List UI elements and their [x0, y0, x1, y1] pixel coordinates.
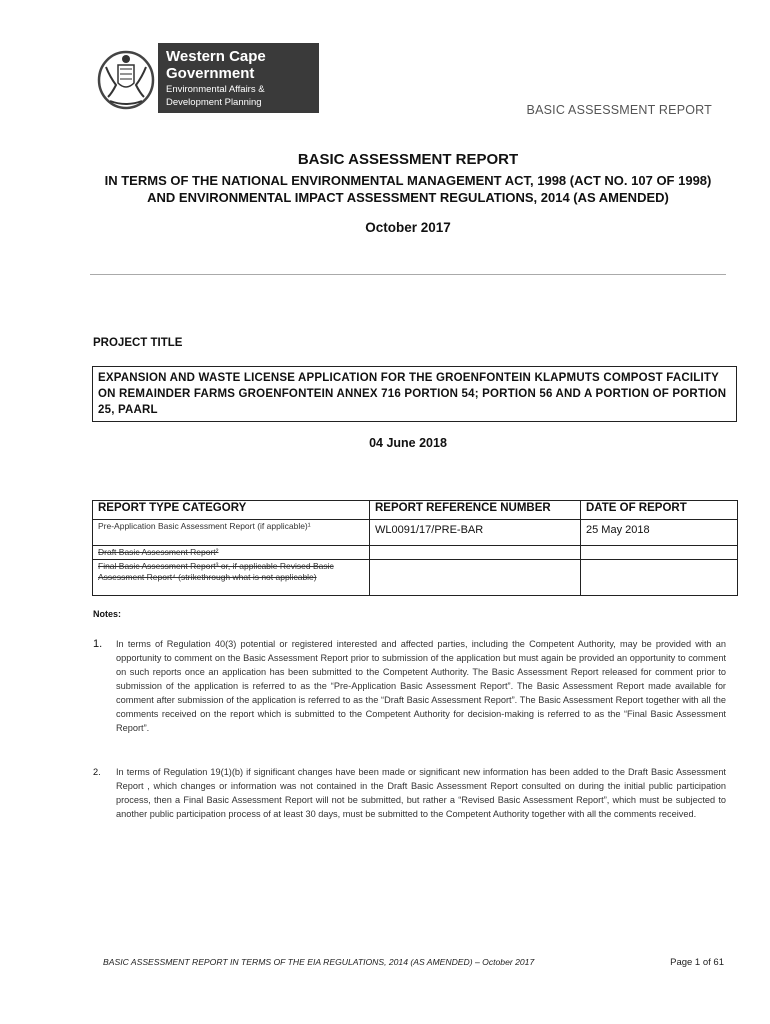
reference-cell: WL0091/17/PRE-BAR [370, 520, 581, 546]
logo-sub-line1: Environmental Affairs & [166, 84, 265, 95]
date-cell: 25 May 2018 [581, 520, 738, 546]
logo-name-line2: Government [166, 65, 255, 82]
running-header: BASIC ASSESSMENT REPORT [526, 103, 712, 117]
note-number: 2. [93, 767, 101, 777]
note-number: 1. [93, 638, 103, 650]
table-row [93, 520, 738, 546]
note-item [93, 765, 726, 821]
reference-cell [370, 560, 581, 596]
project-title-box: EXPANSION AND WASTE LICENSE APPLICATION FOR THE GROENFONTEIN KLAPMUTS COMPOST FACILITY ON REMAINDER FARMS GROENFONTEIN ANNEX 716 PORTION 54; PORTION 56 AND A PORTION OF PORTION 25, PAARL [92, 366, 737, 422]
logo-name-line1: Western Cape [166, 48, 266, 65]
logo-text-block [158, 43, 319, 113]
note-text: In terms of Regulation 40(3) potential or registered interested and affected parties, including the Competent Authority, may be provided with an opportunity to comment on the Basic Assessment Report prior to submission of the application but must again be provided an opportunity to comment on such reports once an application has been submitted to the Competent Authority. The Basic Assessment Report released for comment prior to submission of the application is referred to as the “Pre-Application Basic Assessment Report”. The Basic Assessment Report made available for comment after submission of the application is referred to as the “Draft Basic Assessment Report”. The Basic Assessment Report together with all the comments received on the report which is submitted to the Competent Authority for decision-making is referred to as the “Final Basic Assessment Report”. [116, 639, 726, 733]
title-block [90, 151, 726, 235]
column-header-category: REPORT TYPE CATEGORY [93, 501, 370, 520]
horizontal-divider [90, 274, 726, 275]
category-cell: Final Basic Assessment Report³ or, if applicable Revised Basic Assessment Report⁴ (strikethrough what is not applicable) [93, 560, 370, 596]
document-date: October 2017 [365, 220, 451, 235]
document-subtitle: IN TERMS OF THE NATIONAL ENVIRONMENTAL MANAGEMENT ACT, 1998 (ACT NO. 107 OF 1998) AND ENVIRONMENTAL IMPACT ASSESSMENT REGULATIONS, 2014 (AS AMENDED) [104, 173, 712, 205]
date-cell [581, 546, 738, 560]
category-cell: Draft Basic Assessment Report² [93, 546, 370, 560]
column-header-date: DATE OF REPORT [581, 501, 738, 520]
footer-text: BASIC ASSESSMENT REPORT IN TERMS OF THE EIA REGULATIONS, 2014 (AS AMENDED) – October 2017 [103, 957, 535, 967]
project-date: 04 June 2018 [369, 436, 447, 450]
table-row [93, 546, 738, 560]
project-title-label: PROJECT TITLE [93, 337, 183, 349]
logo-sub-line2: Development Planning [166, 97, 262, 108]
note-text: In terms of Regulation 19(1)(b) if significant changes have been made or significant new information has been added to the Draft Basic Assessment Report , which changes or information was not contained in the Draft Basic Assessment Report consulted on during the initial public participation process, then a Final Basic Assessment Report will not be submitted, but rather a “Revised Basic Assessment Report”, which must be subjected to another public participation process of at least 30 days, must be submitted to the Competent Authority together with all the comments received. [116, 767, 726, 819]
date-cell [581, 560, 738, 596]
report-type-table [92, 500, 738, 596]
reference-cell [370, 546, 581, 560]
coat-of-arms-icon [96, 45, 156, 111]
table-row [93, 560, 738, 596]
document-title: BASIC ASSESSMENT REPORT [297, 151, 519, 168]
category-cell: Pre-Application Basic Assessment Report (if applicable)¹ [93, 520, 370, 546]
page-number: Page 1 of 61 [670, 957, 724, 968]
column-header-reference: REPORT REFERENCE NUMBER [370, 501, 581, 520]
notes-label: Notes: [93, 609, 122, 619]
government-logo [96, 43, 319, 113]
table-header-row [93, 501, 738, 520]
note-item [93, 637, 726, 735]
